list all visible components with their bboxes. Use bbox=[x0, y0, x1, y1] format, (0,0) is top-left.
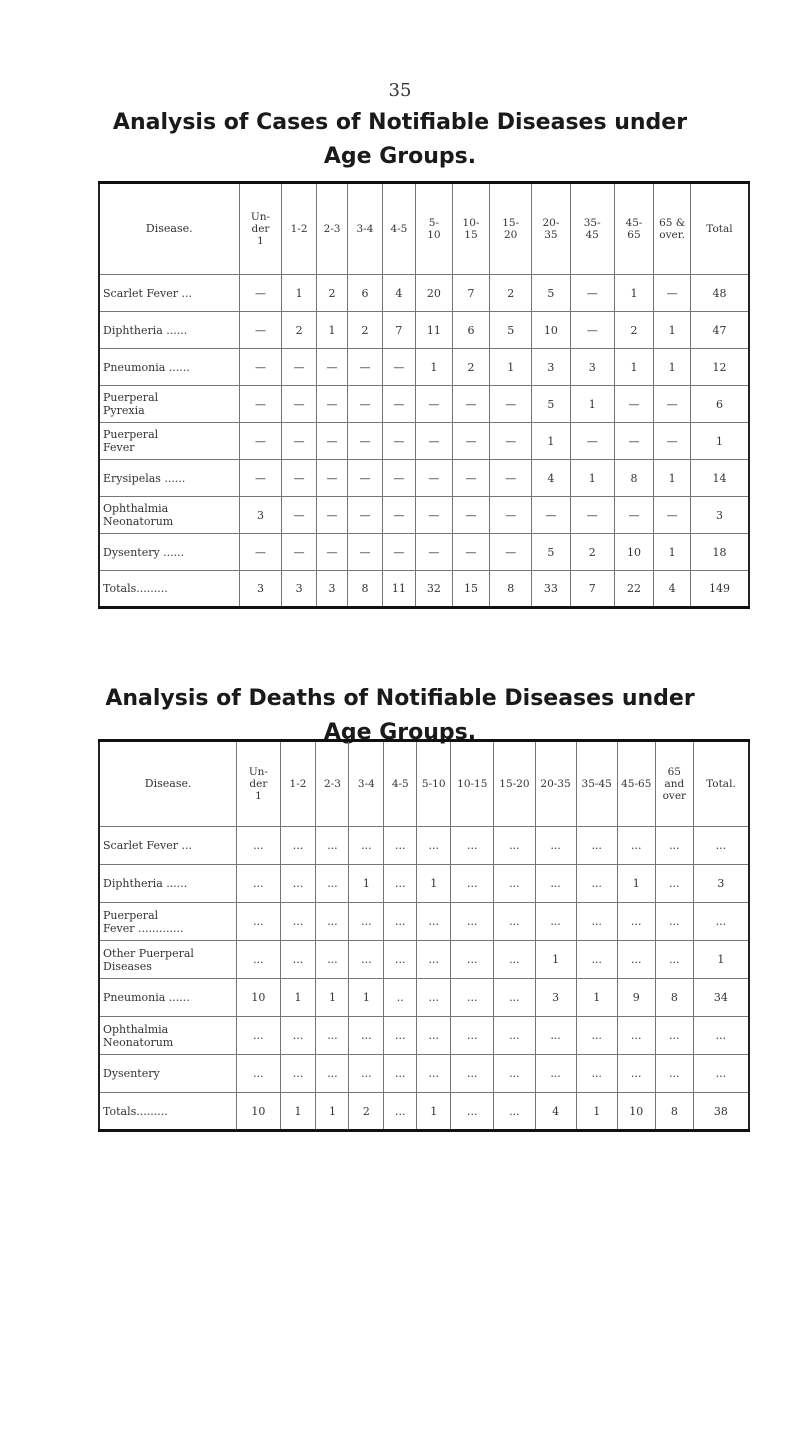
cases-cell: 1 bbox=[614, 275, 654, 312]
cases-cell: 7 bbox=[570, 571, 614, 608]
deaths-cell: ... bbox=[384, 827, 417, 865]
deaths-table bbox=[98, 739, 750, 1132]
cases-cell: — bbox=[382, 497, 415, 534]
cases-cell: — bbox=[570, 312, 614, 349]
deaths-cell: ... bbox=[494, 865, 535, 903]
deaths-cell: 1 bbox=[417, 1093, 451, 1131]
cases-cell: 3 bbox=[282, 571, 316, 608]
cases-table-header bbox=[99, 183, 749, 275]
cases-header-col-2: 1-2 bbox=[282, 183, 316, 275]
cases-header-col-3: 2-3 bbox=[316, 183, 347, 275]
cases-cell: 2 bbox=[348, 312, 382, 349]
deaths-cell: ... bbox=[237, 1055, 280, 1093]
deaths-cell: ... bbox=[451, 941, 494, 979]
deaths-cell: ... bbox=[237, 827, 280, 865]
deaths-table-title-line2: Age Groups. bbox=[323, 720, 477, 745]
deaths-header-col-13: Total. bbox=[693, 741, 749, 827]
cases-row-label: Ophthalmia Neonatorum bbox=[99, 497, 239, 534]
deaths-cell: ... bbox=[494, 979, 535, 1017]
cases-cell: — bbox=[490, 497, 532, 534]
cases-cell: 1 bbox=[570, 460, 614, 497]
cases-cell: — bbox=[282, 460, 316, 497]
cases-cell: 3 bbox=[239, 497, 282, 534]
deaths-cell: ... bbox=[617, 941, 655, 979]
cases-cell: — bbox=[452, 497, 490, 534]
deaths-cell: 1 bbox=[417, 865, 451, 903]
cases-cell: 11 bbox=[382, 571, 415, 608]
deaths-cell: .. bbox=[384, 979, 417, 1017]
table-row bbox=[99, 460, 749, 497]
cases-cell: — bbox=[382, 460, 415, 497]
cases-cell: — bbox=[452, 534, 490, 571]
cases-cell: — bbox=[282, 534, 316, 571]
cases-cell: 4 bbox=[654, 571, 691, 608]
cases-cell: — bbox=[382, 423, 415, 460]
deaths-cell: ... bbox=[451, 903, 494, 941]
cases-row-label: Scarlet Fever ... bbox=[99, 275, 239, 312]
deaths-cell: ... bbox=[280, 1017, 316, 1055]
cases-cell: 12 bbox=[690, 349, 749, 386]
cases-cell: 6 bbox=[348, 275, 382, 312]
deaths-cell: ... bbox=[535, 903, 576, 941]
cases-cell: 1 bbox=[532, 423, 571, 460]
cases-cell: — bbox=[570, 275, 614, 312]
deaths-cell: ... bbox=[576, 941, 617, 979]
cases-cell: — bbox=[570, 497, 614, 534]
deaths-cell: ... bbox=[280, 1055, 316, 1093]
cases-cell: — bbox=[282, 349, 316, 386]
deaths-cell: 10 bbox=[617, 1093, 655, 1131]
cases-cell: 33 bbox=[532, 571, 571, 608]
cases-cell: 7 bbox=[382, 312, 415, 349]
cases-cell: 5 bbox=[532, 386, 571, 423]
table-row bbox=[99, 827, 749, 865]
deaths-cell: ... bbox=[237, 941, 280, 979]
deaths-cell: ... bbox=[316, 1017, 349, 1055]
deaths-header-col-6: 5-10 bbox=[417, 741, 451, 827]
deaths-cell: 1 bbox=[535, 941, 576, 979]
cases-cell: — bbox=[490, 460, 532, 497]
deaths-row-label: Dysentery bbox=[99, 1055, 237, 1093]
deaths-header-col-10: 35-45 bbox=[576, 741, 617, 827]
table-row bbox=[99, 349, 749, 386]
cases-row-label: Puerperal Pyrexia bbox=[99, 386, 239, 423]
deaths-cell: ... bbox=[280, 903, 316, 941]
deaths-cell: ... bbox=[316, 865, 349, 903]
cases-cell: 8 bbox=[614, 460, 654, 497]
cases-header-col-7: 10- 15 bbox=[452, 183, 490, 275]
cases-cell: — bbox=[416, 497, 453, 534]
cases-header-col-11: 45- 65 bbox=[614, 183, 654, 275]
cases-cell: 1 bbox=[416, 349, 453, 386]
deaths-cell: 3 bbox=[693, 865, 749, 903]
deaths-cell: ... bbox=[384, 865, 417, 903]
cases-cell: 20 bbox=[416, 275, 453, 312]
deaths-cell: 3 bbox=[535, 979, 576, 1017]
deaths-cell: ... bbox=[535, 1017, 576, 1055]
deaths-cell: ... bbox=[384, 1093, 417, 1131]
deaths-cell: ... bbox=[417, 1055, 451, 1093]
table-row bbox=[99, 1093, 749, 1131]
deaths-table-header bbox=[99, 741, 749, 827]
cases-cell: 2 bbox=[570, 534, 614, 571]
cases-cell: — bbox=[570, 423, 614, 460]
cases-cell: — bbox=[239, 275, 282, 312]
cases-cell: — bbox=[416, 460, 453, 497]
cases-cell: 4 bbox=[382, 275, 415, 312]
deaths-cell: 9 bbox=[617, 979, 655, 1017]
cases-cell: — bbox=[490, 423, 532, 460]
cases-cell: — bbox=[614, 386, 654, 423]
cases-cell: 18 bbox=[690, 534, 749, 571]
cases-row-label: Erysipelas ...... bbox=[99, 460, 239, 497]
cases-cell: — bbox=[416, 423, 453, 460]
cases-cell: 1 bbox=[654, 460, 691, 497]
cases-cell: — bbox=[614, 497, 654, 534]
cases-header-col-6: 5- 10 bbox=[416, 183, 453, 275]
cases-cell: 10 bbox=[532, 312, 571, 349]
deaths-cell: ... bbox=[451, 979, 494, 1017]
deaths-row-label: Puerperal Fever ............. bbox=[99, 903, 237, 941]
deaths-cell: ... bbox=[655, 865, 693, 903]
deaths-cell: ... bbox=[576, 827, 617, 865]
deaths-cell: ... bbox=[349, 827, 384, 865]
deaths-cell: ... bbox=[316, 903, 349, 941]
table-row bbox=[99, 1017, 749, 1055]
cases-cell: 47 bbox=[690, 312, 749, 349]
deaths-cell: ... bbox=[417, 941, 451, 979]
cases-cell: — bbox=[282, 497, 316, 534]
cases-cell: 149 bbox=[690, 571, 749, 608]
cases-cell: 3 bbox=[239, 571, 282, 608]
deaths-cell: ... bbox=[693, 1017, 749, 1055]
deaths-cell: 1 bbox=[280, 1093, 316, 1131]
deaths-cell: ... bbox=[617, 903, 655, 941]
cases-row-label: Diphtheria ...... bbox=[99, 312, 239, 349]
cases-cell: — bbox=[348, 497, 382, 534]
table-row bbox=[99, 497, 749, 534]
deaths-row-label: Scarlet Fever ... bbox=[99, 827, 237, 865]
deaths-cell: ... bbox=[417, 903, 451, 941]
deaths-header-col-12: 65 and over bbox=[655, 741, 693, 827]
cases-cell: — bbox=[239, 534, 282, 571]
deaths-header-col-2: 1-2 bbox=[280, 741, 316, 827]
deaths-cell: ... bbox=[417, 827, 451, 865]
deaths-cell: ... bbox=[693, 827, 749, 865]
cases-cell: 1 bbox=[490, 349, 532, 386]
deaths-cell: 38 bbox=[693, 1093, 749, 1131]
deaths-row-label: Other Puerperal Diseases bbox=[99, 941, 237, 979]
cases-cell: 2 bbox=[282, 312, 316, 349]
cases-cell: — bbox=[348, 423, 382, 460]
deaths-cell: ... bbox=[494, 1055, 535, 1093]
cases-cell: 48 bbox=[690, 275, 749, 312]
cases-cell: — bbox=[239, 312, 282, 349]
deaths-cell: ... bbox=[451, 1093, 494, 1131]
cases-cell: — bbox=[239, 423, 282, 460]
deaths-cell: 4 bbox=[535, 1093, 576, 1131]
cases-cell: — bbox=[382, 386, 415, 423]
deaths-cell: ... bbox=[535, 827, 576, 865]
deaths-cell: ... bbox=[576, 1017, 617, 1055]
deaths-header-col-8: 15-20 bbox=[494, 741, 535, 827]
deaths-cell: ... bbox=[280, 865, 316, 903]
cases-cell: — bbox=[282, 423, 316, 460]
deaths-header-col-5: 4-5 bbox=[384, 741, 417, 827]
deaths-cell: ... bbox=[494, 1017, 535, 1055]
cases-cell: 4 bbox=[532, 460, 571, 497]
cases-cell: 1 bbox=[654, 349, 691, 386]
cases-cell: — bbox=[654, 423, 691, 460]
deaths-cell: ... bbox=[494, 827, 535, 865]
cases-cell: 8 bbox=[490, 571, 532, 608]
cases-cell: — bbox=[654, 275, 691, 312]
deaths-cell: 1 bbox=[349, 865, 384, 903]
page-number: 35 bbox=[388, 80, 412, 101]
cases-cell: 8 bbox=[348, 571, 382, 608]
deaths-cell: 8 bbox=[655, 1093, 693, 1131]
deaths-cell: 1 bbox=[576, 1093, 617, 1131]
cases-cell: 3 bbox=[690, 497, 749, 534]
cases-cell: — bbox=[382, 349, 415, 386]
deaths-cell: 1 bbox=[576, 979, 617, 1017]
cases-cell: 1 bbox=[654, 534, 691, 571]
deaths-cell: ... bbox=[655, 941, 693, 979]
cases-cell: — bbox=[452, 386, 490, 423]
cases-cell: 7 bbox=[452, 275, 490, 312]
cases-header-col-8: 15- 20 bbox=[490, 183, 532, 275]
cases-cell: — bbox=[316, 534, 347, 571]
cases-cell: — bbox=[382, 534, 415, 571]
deaths-cell: 1 bbox=[617, 865, 655, 903]
cases-row-label: Totals......... bbox=[99, 571, 239, 608]
deaths-cell: 10 bbox=[237, 979, 280, 1017]
cases-cell: — bbox=[654, 386, 691, 423]
deaths-cell: ... bbox=[349, 1055, 384, 1093]
cases-cell: 5 bbox=[490, 312, 532, 349]
deaths-header-col-7: 10-15 bbox=[451, 741, 494, 827]
table-row bbox=[99, 312, 749, 349]
deaths-cell: ... bbox=[535, 1055, 576, 1093]
deaths-cell: ... bbox=[349, 1017, 384, 1055]
cases-cell: 1 bbox=[282, 275, 316, 312]
deaths-cell: 10 bbox=[237, 1093, 280, 1131]
cases-cell: 10 bbox=[614, 534, 654, 571]
cases-cell: — bbox=[239, 349, 282, 386]
cases-cell: 1 bbox=[316, 312, 347, 349]
cases-row-label: Puerperal Fever bbox=[99, 423, 239, 460]
cases-cell: 3 bbox=[532, 349, 571, 386]
cases-table-title bbox=[0, 106, 800, 174]
cases-cell: 1 bbox=[570, 386, 614, 423]
deaths-cell: ... bbox=[451, 865, 494, 903]
deaths-cell: 1 bbox=[316, 979, 349, 1017]
cases-cell: 3 bbox=[316, 571, 347, 608]
cases-cell: 32 bbox=[416, 571, 453, 608]
deaths-cell: ... bbox=[693, 1055, 749, 1093]
deaths-cell: 1 bbox=[280, 979, 316, 1017]
cases-cell: — bbox=[452, 423, 490, 460]
deaths-row-label: Totals......... bbox=[99, 1093, 237, 1131]
deaths-cell: ... bbox=[316, 1055, 349, 1093]
cases-header-disease: Disease. bbox=[99, 183, 239, 275]
deaths-cell: ... bbox=[417, 1017, 451, 1055]
deaths-cell: ... bbox=[349, 903, 384, 941]
cases-cell: — bbox=[348, 386, 382, 423]
cases-cell: 15 bbox=[452, 571, 490, 608]
deaths-cell: ... bbox=[316, 827, 349, 865]
deaths-header-disease: Disease. bbox=[99, 741, 237, 827]
deaths-cell: ... bbox=[280, 941, 316, 979]
cases-cell: 6 bbox=[690, 386, 749, 423]
cases-cell: — bbox=[452, 460, 490, 497]
deaths-cell: ... bbox=[655, 1055, 693, 1093]
deaths-header-col-3: 2-3 bbox=[316, 741, 349, 827]
deaths-cell: ... bbox=[316, 941, 349, 979]
deaths-cell: ... bbox=[535, 865, 576, 903]
table-row bbox=[99, 534, 749, 571]
cases-cell: — bbox=[614, 423, 654, 460]
deaths-cell: ... bbox=[494, 941, 535, 979]
deaths-cell: ... bbox=[617, 1055, 655, 1093]
deaths-row-label: Ophthalmia Neonatorum bbox=[99, 1017, 237, 1055]
deaths-cell: ... bbox=[576, 1055, 617, 1093]
deaths-cell: ... bbox=[237, 865, 280, 903]
deaths-cell: ... bbox=[384, 1017, 417, 1055]
cases-header-col-4: 3-4 bbox=[348, 183, 382, 275]
deaths-table-body bbox=[99, 827, 749, 1131]
cases-cell: — bbox=[532, 497, 571, 534]
deaths-header-col-1: Un- der 1 bbox=[237, 741, 280, 827]
deaths-cell: 8 bbox=[655, 979, 693, 1017]
deaths-cell: ... bbox=[384, 903, 417, 941]
cases-table-title-line2: Age Groups. bbox=[323, 144, 477, 169]
cases-cell: 14 bbox=[690, 460, 749, 497]
cases-cell: 5 bbox=[532, 275, 571, 312]
cases-table-title-line1: Analysis of Cases of Notifiable Diseases under bbox=[112, 110, 688, 135]
deaths-cell: ... bbox=[576, 865, 617, 903]
cases-cell: — bbox=[316, 386, 347, 423]
cases-row-label: Pneumonia ...... bbox=[99, 349, 239, 386]
cases-cell: — bbox=[490, 534, 532, 571]
table-row bbox=[99, 941, 749, 979]
cases-cell: 1 bbox=[690, 423, 749, 460]
deaths-cell: ... bbox=[617, 827, 655, 865]
deaths-cell: ... bbox=[576, 903, 617, 941]
cases-cell: — bbox=[239, 460, 282, 497]
deaths-cell: 2 bbox=[349, 1093, 384, 1131]
deaths-cell: ... bbox=[494, 1093, 535, 1131]
deaths-cell: ... bbox=[494, 903, 535, 941]
deaths-cell: ... bbox=[349, 941, 384, 979]
cases-cell: — bbox=[490, 386, 532, 423]
deaths-cell: ... bbox=[655, 827, 693, 865]
cases-cell: 1 bbox=[654, 312, 691, 349]
table-row bbox=[99, 1055, 749, 1093]
cases-cell: — bbox=[316, 460, 347, 497]
table-row bbox=[99, 571, 749, 608]
deaths-cell: ... bbox=[693, 903, 749, 941]
cases-cell: 22 bbox=[614, 571, 654, 608]
deaths-cell: ... bbox=[417, 979, 451, 1017]
cases-cell: 2 bbox=[316, 275, 347, 312]
deaths-cell: ... bbox=[451, 1017, 494, 1055]
cases-header-col-1: Un- der 1 bbox=[239, 183, 282, 275]
deaths-cell: ... bbox=[384, 1055, 417, 1093]
cases-cell: — bbox=[348, 534, 382, 571]
deaths-header-row bbox=[99, 741, 749, 827]
cases-cell: — bbox=[654, 497, 691, 534]
cases-cell: — bbox=[416, 386, 453, 423]
cases-cell: — bbox=[239, 386, 282, 423]
cases-cell: — bbox=[348, 349, 382, 386]
cases-cell: — bbox=[282, 386, 316, 423]
cases-header-col-13: Total bbox=[690, 183, 749, 275]
deaths-cell: ... bbox=[655, 1017, 693, 1055]
cases-cell: — bbox=[416, 534, 453, 571]
deaths-row-label: Pneumonia ...... bbox=[99, 979, 237, 1017]
deaths-cell: ... bbox=[617, 1017, 655, 1055]
deaths-header-col-9: 20-35 bbox=[535, 741, 576, 827]
cases-header-row bbox=[99, 183, 749, 275]
deaths-cell: ... bbox=[237, 1017, 280, 1055]
cases-row-label: Dysentery ...... bbox=[99, 534, 239, 571]
deaths-cell: 34 bbox=[693, 979, 749, 1017]
cases-header-col-10: 35- 45 bbox=[570, 183, 614, 275]
deaths-cell: 1 bbox=[316, 1093, 349, 1131]
cases-table bbox=[98, 181, 750, 609]
cases-cell: — bbox=[316, 497, 347, 534]
cases-header-col-12: 65 & over. bbox=[654, 183, 691, 275]
table-row bbox=[99, 865, 749, 903]
cases-cell: 6 bbox=[452, 312, 490, 349]
cases-cell: 1 bbox=[614, 349, 654, 386]
cases-cell: 3 bbox=[570, 349, 614, 386]
deaths-cell: 1 bbox=[349, 979, 384, 1017]
deaths-cell: ... bbox=[384, 941, 417, 979]
deaths-cell: ... bbox=[280, 827, 316, 865]
cases-cell: 11 bbox=[416, 312, 453, 349]
deaths-cell: ... bbox=[655, 903, 693, 941]
deaths-cell: ... bbox=[237, 903, 280, 941]
table-row bbox=[99, 903, 749, 941]
cases-cell: 2 bbox=[452, 349, 490, 386]
deaths-row-label: Diphtheria ...... bbox=[99, 865, 237, 903]
deaths-header-col-11: 45-65 bbox=[617, 741, 655, 827]
cases-cell: — bbox=[348, 460, 382, 497]
deaths-cell: 1 bbox=[693, 941, 749, 979]
deaths-table-title-line1: Analysis of Deaths of Notifiable Diseases under bbox=[105, 686, 695, 711]
cases-cell: — bbox=[316, 423, 347, 460]
cases-cell: — bbox=[316, 349, 347, 386]
table-row bbox=[99, 979, 749, 1017]
cases-header-col-9: 20- 35 bbox=[532, 183, 571, 275]
cases-header-col-5: 4-5 bbox=[382, 183, 415, 275]
deaths-cell: ... bbox=[451, 1055, 494, 1093]
table-row bbox=[99, 423, 749, 460]
deaths-cell: ... bbox=[451, 827, 494, 865]
deaths-header-col-4: 3-4 bbox=[349, 741, 384, 827]
cases-cell: 2 bbox=[490, 275, 532, 312]
table-row bbox=[99, 275, 749, 312]
cases-cell: 5 bbox=[532, 534, 571, 571]
cases-table-body bbox=[99, 275, 749, 608]
table-row bbox=[99, 386, 749, 423]
cases-cell: 2 bbox=[614, 312, 654, 349]
